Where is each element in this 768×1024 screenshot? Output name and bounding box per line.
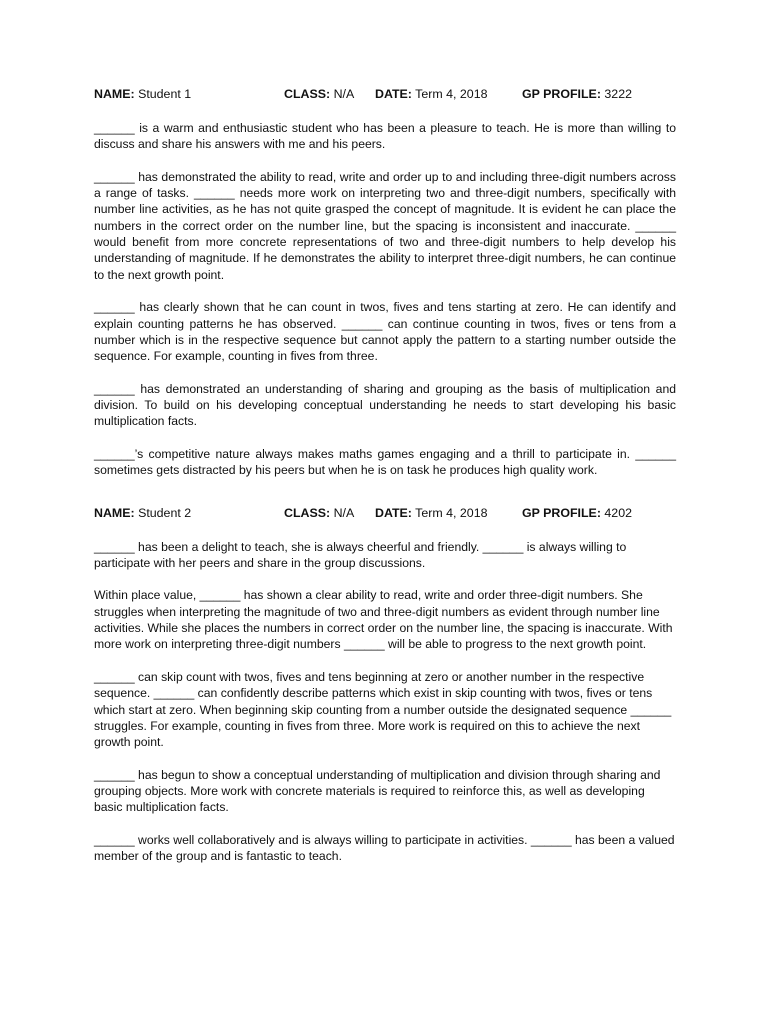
student-report-2: [94, 503, 676, 865]
report-header: [94, 503, 676, 523]
report-paragraph: ______ has clearly shown that he can count in twos, fives and tens starting at zero. He can identify and explain counting patterns he has observed. ______ can continue counting in twos, fives or tens from a number which is in the respective sequence but cannot apply the pattern to a starting number outside the sequence. For example, counting in fives from three.: [94, 300, 676, 364]
report-paragraph: Within place value, ______ has shown a clear ability to read, write and order three-digit numbers. She struggles when interpreting the magnitude of two and three-digit numbers as evident through number line activities. While she places the numbers in correct order on the number line, the spacing is inaccurate. With more work on interpreting three-digit numbers ______ will be able to progress to the next growth point.: [94, 588, 673, 652]
name-field: [94, 503, 191, 523]
date-value: Term 4, 2018: [415, 87, 488, 101]
gp-profile-field: [522, 84, 632, 104]
class-value: N/A: [333, 87, 355, 101]
report-paragraph: ______ has demonstrated the ability to read, write and order up to and including three-digit numbers across a range of tasks. ______ needs more work on interpreting two and three-digit numbers, specifically with number line activities, as he has not quite grasped the concept of magnitude. It is evident he can place the numbers in the correct order on the number line, but the spacing is inconsistent and inaccurate. ______ would benefit from more concrete representations of two and three-digit numbers to help develop his understanding of magnitude. If he demonstrates the ability to interpret three-digit numbers, he can continue to the next growth point.: [94, 169, 676, 282]
date-field: [375, 84, 487, 104]
date-label: DATE:: [375, 505, 412, 520]
report-page: [94, 84, 676, 881]
report-paragraph: ______’s competitive nature always makes maths games engaging and a thrill to participate in. ______ sometimes gets distracted by his peers but when he is on task he produces high quality work.: [94, 446, 676, 478]
name-field: [94, 84, 191, 104]
name-value: Student 2: [138, 505, 192, 520]
report-paragraph: ______ can skip count with twos, fives and tens beginning at zero or another number in the respective sequence. ______ can confidently describe patterns which exist in skip counting with twos, fives or tens which start at zero. When beginning skip counting from a number outside the designated sequence ______ struggles. For example, counting in fives from three. More work is required on this to achieve the next growth point.: [94, 669, 672, 750]
date-label: DATE:: [375, 87, 412, 101]
gp-profile-value: 4202: [604, 505, 632, 520]
student-report-1: [94, 84, 676, 479]
name-value: Student 1: [138, 87, 192, 101]
gp-profile-label: GP PROFILE:: [522, 87, 601, 101]
class-field: [284, 503, 354, 523]
class-label: CLASS:: [284, 505, 331, 520]
report-paragraph: ______ is a warm and enthusiastic student who has been a pleasure to teach. He is more than willing to discuss and share his answers with me and his peers.: [94, 121, 676, 152]
class-label: CLASS:: [284, 87, 331, 101]
class-field: [284, 84, 354, 104]
name-label: NAME:: [94, 87, 135, 101]
report-paragraph: ______ has been a delight to teach, she is always cheerful and friendly. ______ is always willing to participate with her peers and share in the group discussions.: [94, 539, 627, 570]
gp-profile-label: GP PROFILE:: [522, 505, 601, 520]
class-value: N/A: [333, 505, 355, 520]
gp-profile-value: 3222: [604, 87, 632, 101]
gp-profile-field: [522, 503, 632, 523]
report-paragraph: ______ works well collaboratively and is always willing to participate in activities. ______ has been a valued member of the group and is fantastic to teach.: [94, 832, 675, 864]
report-paragraph: ______ has begun to show a conceptual understanding of multiplication and division through sharing and grouping objects. More work with concrete materials is required to reinforce this, as well as developing basic multiplication facts.: [94, 767, 661, 815]
name-label: NAME:: [94, 505, 135, 520]
date-value: Term 4, 2018: [415, 505, 488, 520]
report-paragraph: ______ has demonstrated an understanding of sharing and grouping as the basis of multiplication and division. To build on his developing conceptual understanding he needs to start developing his basic multiplication facts.: [94, 381, 676, 429]
date-field: [375, 503, 487, 523]
report-header: [94, 84, 676, 104]
